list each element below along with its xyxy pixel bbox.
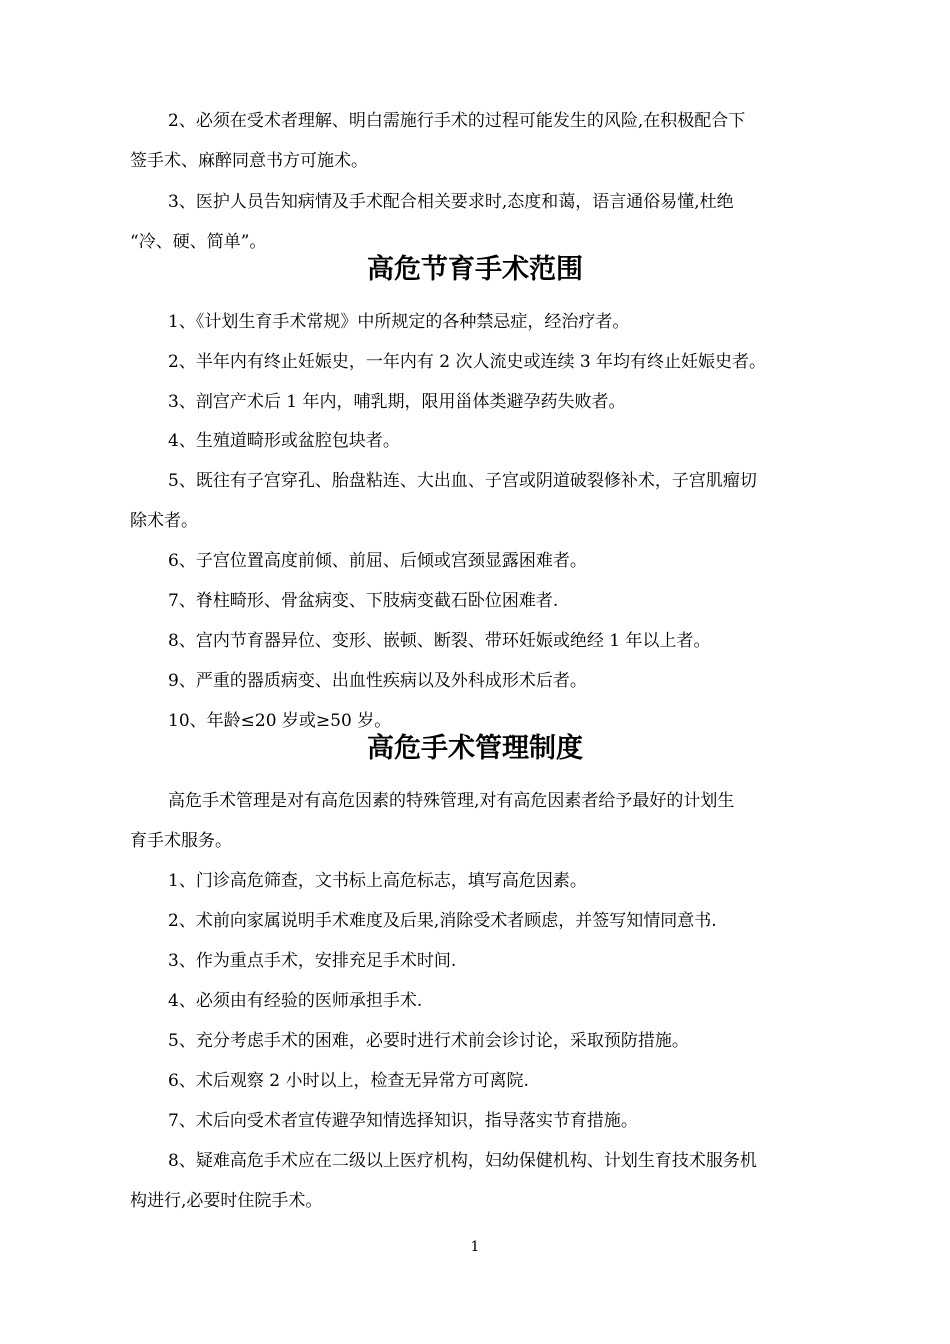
section-title-management: 高危手术管理制度 xyxy=(367,733,583,764)
range-item-10: 10、年龄≤20 岁或≥50 岁。 xyxy=(168,711,392,731)
range-item-6: 6、子宫位置高度前倾、前屈、后倾或宫颈显露困难者。 xyxy=(168,551,587,571)
range-item-7: 7、脊柱畸形、骨盆病变、下肢病变截石卧位困难者. xyxy=(168,591,559,611)
range-item-3: 3、剖宫产术后 1 年内，哺乳期，限用甾体类避孕药失败者。 xyxy=(168,392,626,412)
management-item-2: 2、术前向家属说明手术难度及后果,消除受术者顾虑，并签写知情同意书. xyxy=(168,911,717,931)
intro-item-3-line1: 3、医护人员告知病情及手术配合相关要求时,态度和蔼，语言通俗易懂,杜绝 xyxy=(168,192,734,212)
range-item-2: 2、半年内有终止妊娠史，一年内有 2 次人流史或连续 3 年均有终止妊娠史者。 xyxy=(168,352,767,372)
management-item-5: 5、充分考虑手术的困难，必要时进行术前会诊讨论，采取预防措施。 xyxy=(168,1031,689,1051)
management-intro-line2: 育手术服务。 xyxy=(130,831,232,851)
range-item-8: 8、宫内节育器异位、变形、嵌顿、断裂、带环妊娠或绝经 1 年以上者。 xyxy=(168,631,711,651)
intro-item-2-line1: 2、必须在受术者理解、明白需施行手术的过程可能发生的风险,在积极配合下 xyxy=(168,111,746,131)
intro-item-2-line2: 签手术、麻醉同意书方可施术。 xyxy=(130,151,368,171)
range-item-9: 9、严重的器质病变、出血性疾病以及外科成形术后者。 xyxy=(168,671,587,691)
management-item-1: 1、门诊高危筛查，文书标上高危标志，填写高危因素。 xyxy=(168,871,587,891)
management-item-6: 6、术后观察 2 小时以上，检查无异常方可离院. xyxy=(168,1071,529,1091)
management-item-3: 3、作为重点手术，安排充足手术时间. xyxy=(168,951,457,971)
management-item-7: 7、术后向受术者宣传避孕知情选择知识，指导落实节育措施。 xyxy=(168,1111,638,1131)
page-number: 1 xyxy=(470,1239,480,1255)
management-item-8-line2: 构进行,必要时住院手术。 xyxy=(130,1191,323,1211)
range-item-4: 4、生殖道畸形或盆腔包块者。 xyxy=(168,431,400,451)
management-item-4: 4、必须由有经验的医师承担手术. xyxy=(168,991,423,1011)
range-item-5-line1: 5、既往有子宫穿孔、胎盘粘连、大出血、子宫或阴道破裂修补术，子宫肌瘤切 xyxy=(168,471,757,491)
management-item-8-line1: 8、疑难高危手术应在二级以上医疗机构，妇幼保健机构、计划生育技术服务机 xyxy=(168,1151,757,1171)
intro-item-3-line2: “冷、硬、简单”。 xyxy=(130,232,267,252)
range-item-5-line2: 除术者。 xyxy=(130,511,198,531)
management-intro-line1: 高危手术管理是对有高危因素的特殊管理,对有高危因素者给予最好的计划生 xyxy=(168,791,735,811)
range-item-1: 1、《计划生育手术常规》中所规定的各种禁忌症，经治疗者。 xyxy=(168,312,630,332)
section-title-range: 高危节育手术范围 xyxy=(367,254,583,285)
